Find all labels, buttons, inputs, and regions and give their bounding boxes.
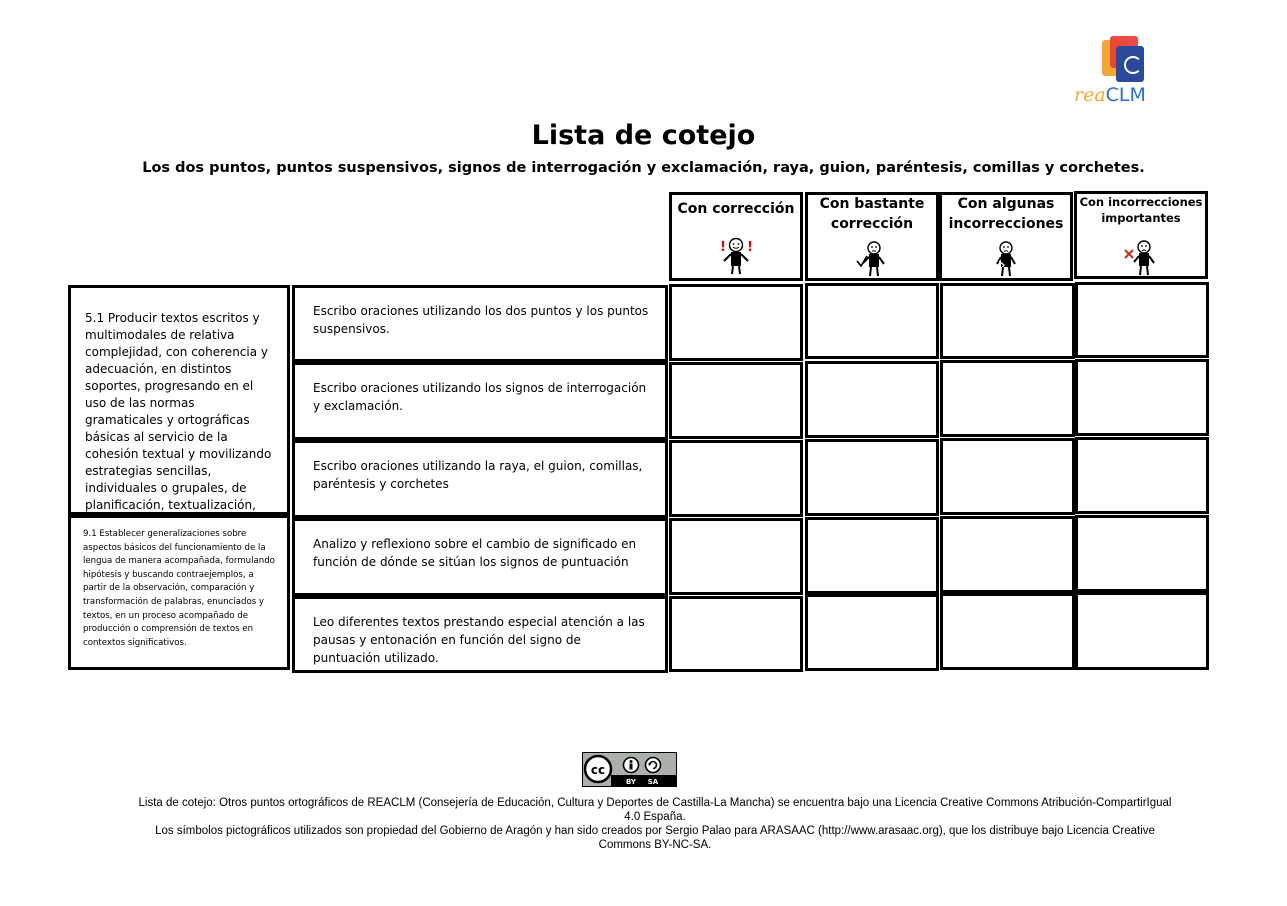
check-cell[interactable] xyxy=(805,361,939,438)
wrong-person-icon xyxy=(1123,240,1159,276)
page-subtitle: Los dos puntos, puntos suspensivos, signos de interrogación y exclamación, raya, guion, paréntesis, comillas y corchetes. xyxy=(142,160,1145,176)
svg-text:!: ! xyxy=(720,240,726,255)
check-cell[interactable] xyxy=(940,283,1075,359)
item-text: Leo diferentes textos prestando especial atención a las pausas y entonación en función del signo de puntuación utilizado. xyxy=(313,615,645,665)
item-row-4 xyxy=(292,518,668,596)
check-cell[interactable] xyxy=(1075,592,1209,670)
item-text: Analizo y reflexiono sobre el cambio de significado en función de dónde se sitúan los signos de puntuación xyxy=(313,537,637,569)
item-row-5 xyxy=(292,596,668,673)
check-cell[interactable] xyxy=(1075,437,1209,514)
pictogram-attribution xyxy=(130,824,1180,852)
column-header-con-bastante-correccion xyxy=(805,192,939,281)
cc-by-sa-icon xyxy=(583,753,676,786)
svg-text:!: ! xyxy=(747,240,753,255)
license-line-2: Los símbolos pictográficos utilizados son propiedad del Gobierno de Aragón y han sido creados por Sergio Palao para ARASAAC (http://www.arasaac.org), que los distribuye bajo Licencia Creative Commons BY-NC-SA. xyxy=(155,825,1155,851)
page-title: Lista de cotejo xyxy=(531,120,756,151)
item-row-2 xyxy=(292,362,668,440)
reaclm-logo xyxy=(1072,36,1172,108)
item-text: Escribo oraciones utilizando la raya, el guion, comillas, paréntesis y corchetes xyxy=(313,459,643,491)
logo-swirl-icon xyxy=(1124,56,1142,74)
license-text xyxy=(130,796,1180,824)
column-header-label: Con incorrecciones xyxy=(1079,195,1203,209)
svg-text:BY: BY xyxy=(625,778,637,786)
check-cell[interactable] xyxy=(1075,359,1209,436)
column-header-label: Con algunas xyxy=(957,196,1055,212)
item-text: Escribo oraciones utilizando los signos de interrogación y exclamación. xyxy=(313,381,647,413)
criterion-text: 9.1 Establecer generalizaciones sobre aspectos básicos del funcionamiento de la lengua de manera acompañada, formulando hipótesis y buscando contraejemplos, a partir de la observación, comparación y transformación de palabras, enunciados y textos, en un proceso acompañado de producción o comprensión de textos en contextos significativos. xyxy=(83,529,275,648)
happy-person-icon xyxy=(718,237,754,275)
check-cell[interactable] xyxy=(669,284,803,361)
neutral-person-icon xyxy=(854,241,890,277)
svg-text:SA: SA xyxy=(647,778,659,786)
check-cell[interactable] xyxy=(1075,282,1209,358)
column-header-label: importantes xyxy=(1101,211,1181,225)
item-row-1 xyxy=(292,285,668,362)
column-header-label: Con bastante xyxy=(819,196,925,212)
check-cell[interactable] xyxy=(669,518,803,595)
criterion-9-1 xyxy=(68,515,290,670)
check-cell[interactable] xyxy=(940,438,1075,515)
check-cell[interactable] xyxy=(940,593,1075,670)
column-header-con-incorrecciones-importantes xyxy=(1074,191,1208,279)
creative-commons-badge xyxy=(582,752,677,787)
check-cell[interactable] xyxy=(940,360,1075,437)
check-cell[interactable] xyxy=(805,439,939,516)
unsure-person-icon xyxy=(988,241,1024,277)
check-cell[interactable] xyxy=(805,517,939,594)
column-header-label: incorrecciones xyxy=(948,216,1064,232)
column-header-con-correccion xyxy=(669,192,803,281)
criterion-5-1 xyxy=(68,285,290,515)
column-header-con-algunas-incorrecciones xyxy=(939,192,1073,281)
check-cell[interactable] xyxy=(940,516,1075,593)
check-cell[interactable] xyxy=(669,362,803,439)
item-row-3 xyxy=(292,440,668,518)
logo-wordmark: reaCLM xyxy=(1074,84,1146,106)
check-cell[interactable] xyxy=(669,596,803,672)
item-text: Escribo oraciones utilizando los dos puntos y los puntos suspensivos. xyxy=(313,304,649,336)
check-cell[interactable] xyxy=(805,283,939,359)
column-header-label: corrección xyxy=(830,216,914,232)
check-cell[interactable] xyxy=(669,440,803,517)
license-line-1: Lista de cotejo: Otros puntos ortográficos de REACLM (Consejería de Educación, Cultura y Deportes de Castilla-La Mancha) se encuentra bajo una Licencia Creative Commons Atribución-CompartirIgual 4.0 España. xyxy=(138,797,1172,823)
check-cell[interactable] xyxy=(805,594,939,671)
check-cell[interactable] xyxy=(1075,515,1209,592)
svg-text:cc: cc xyxy=(590,763,606,777)
criterion-text: 5.1 Producir textos escritos y multimodales de relativa complejidad, con coherencia y adecuación, en distintos soportes, progresando en el uso de las normas gramaticales y ortográficas básicas al servicio de la cohesión textual y movilizando estrategias sencillas, individuales o grupales, de planificación, textualización, xyxy=(85,311,272,512)
column-header-label: Con corrección xyxy=(677,201,795,217)
